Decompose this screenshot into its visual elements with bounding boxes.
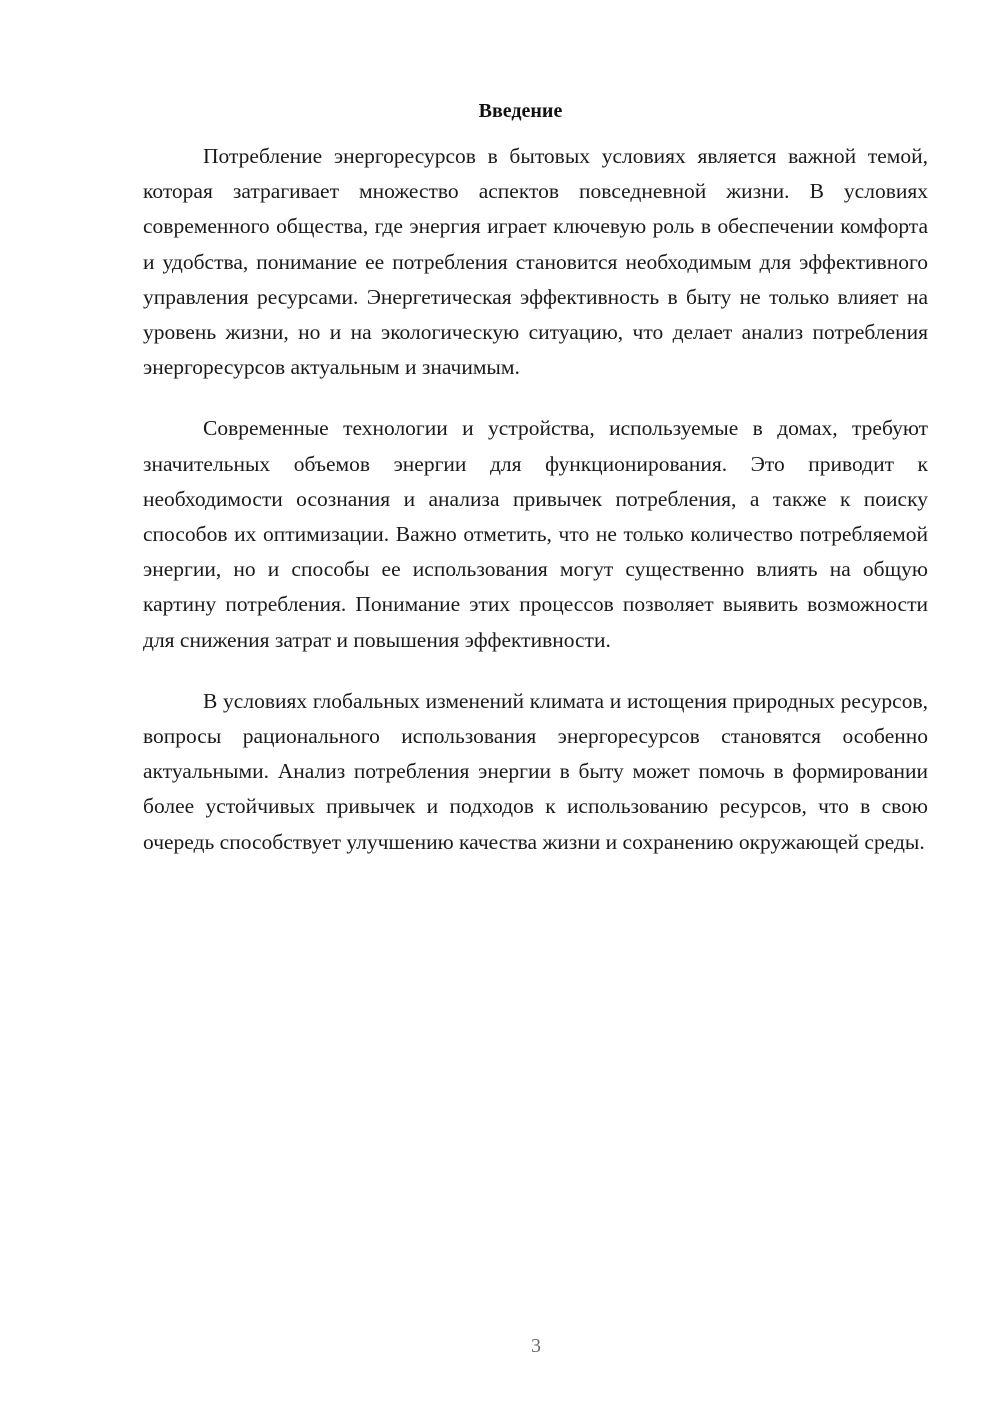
page-number: 3 <box>531 1335 541 1357</box>
paragraph-2: Современные технологии и устройства, используемые в домах, требуют значительных объемов энергии для функционирования. Это приводит к необходимости осознания и анализа привычек потребления, а также к поиску способов их оптимизации. Важно отметить, что не только количество потребляемой энергии, но и способы ее использования могут существенно влиять на общую картину потребления. Понимание этих процессов позволяет выявить возможности для снижения затрат и повышения эффективности. <box>143 416 928 652</box>
paragraph-3: В условиях глобальных изменений климата и истощения природных ресурсов, вопросы рационального использования энергоресурсов становятся особенно актуальными. Анализ потребления энергии в быту может помочь в формировании более устойчивых привычек и подходов к использованию ресурсов, что в свою очередь способствует улучшению качества жизни и сохранению окружающей среды. <box>143 688 928 854</box>
paragraph-1: Потребление энергоресурсов в бытовых условиях является важной темой, которая затрагивает множество аспектов повседневной жизни. В условиях современного общества, где энергия играет ключевую роль в обеспечении комфорта и удобства, понимание ее потребления становится необходимым для эффективного управления ресурсами. Энергетическая эффективность в быту не только влияет на уровень жизни, но и на экологическую ситуацию, что делает анализ потребления энергоресурсов актуальным и значимым. <box>143 144 928 380</box>
page-content <box>143 96 928 860</box>
section-title: Введение <box>478 100 563 122</box>
